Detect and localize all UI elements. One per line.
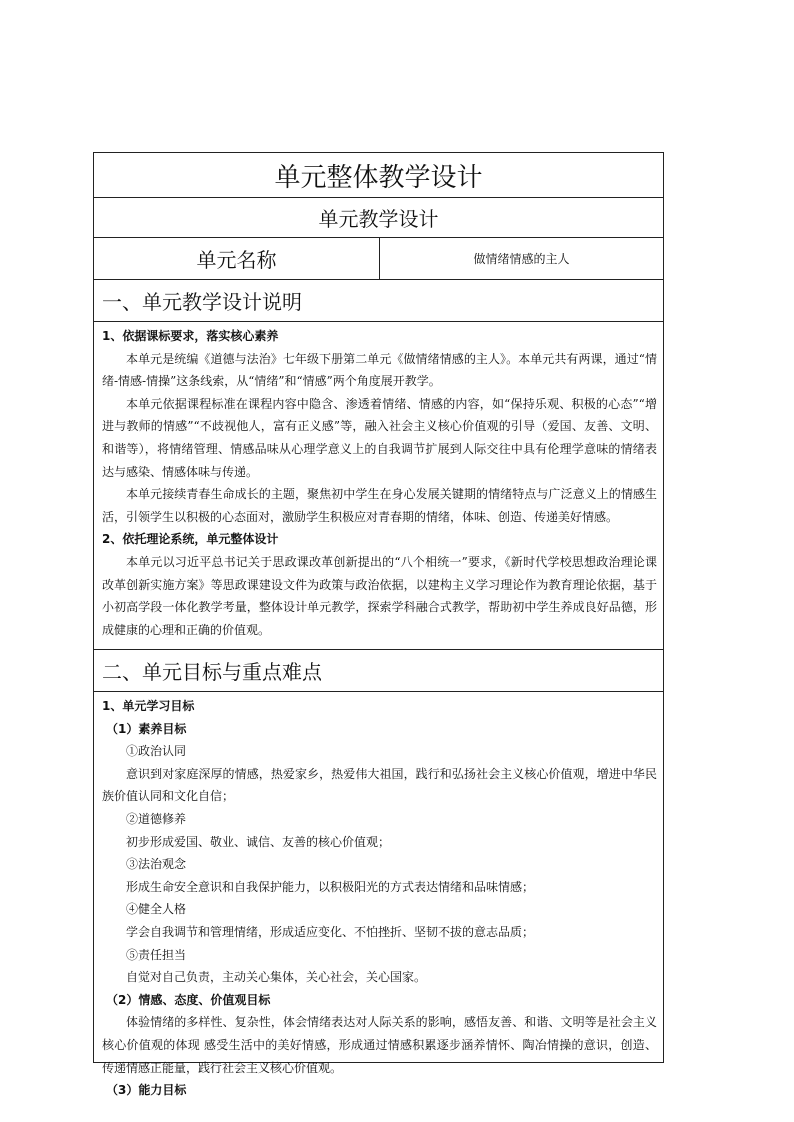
section-2-body — [94, 692, 663, 1098]
unit-name-row — [94, 238, 663, 280]
goal-item-text: 自觉对自己负责，主动关心集体，关心社会，关心国家。 — [126, 970, 427, 985]
paragraph: 本单元依据课程标准在课程内容中隐含、渗透着情绪、情感的内容，如“保持乐观、积极的心态”“增进与教师的情感”“不歧视他人，富有正义感”等，融入社会主义核心价值观的引导（爱国、友善、文明、和谐等），将情绪管理、情感品味从心理学意义上的自我调节扩展到人际交往中具有伦理学意味的情绪表达与感染、情感体味与传递。 — [102, 396, 657, 479]
section-1-heading: 一、单元教学设计说明 — [94, 280, 663, 322]
goal-category: （3）能力目标 — [106, 1083, 187, 1098]
unit-name-value: 做情绪情感的主人 — [473, 252, 570, 266]
goal-item-text: 体验情绪的多样性、复杂性，体会情绪表达对人际关系的影响，感悟友善、和谐、文明等是社会主义核心价值观的体现 感受生活中的美好情感，形成通过情感积累逐步涵养情怀、陶冶情操的意识，创造、传递情感正能量，践行社会主义核心价值观。 — [102, 1015, 657, 1075]
goal-item-text: 初步形成爱国、敬业、诚信、友善的核心价值观； — [126, 834, 391, 849]
goal-item-text: 意识到对家庭深厚的情感，热爱家乡，热爱伟大祖国，践行和弘扬社会主义核心价值观，增进中华民族价值认同和文化自信； — [102, 766, 657, 804]
goal-item-text: 学会自我调节和管理情绪，形成适应变化、不怕挫折、坚韧不拔的意志品质； — [126, 924, 535, 939]
goal-item-title: ⑤责任担当 — [126, 947, 187, 962]
goal-item-text: 形成生命安全意识和自我保护能力，以积极阳光的方式表达情绪和品味情感； — [126, 879, 535, 894]
paragraph: 本单元接续青春生命成长的主题，聚焦初中学生在身心发展关键期的情绪特点与广泛意义上的情感生活，引领学生以积极的心态面对，激励学生积极应对青春期的情绪，体味、创造、传递美好情感。 — [102, 487, 657, 524]
goal-category: （2）情感、态度、价值观目标 — [106, 992, 271, 1007]
goal-item-title: ④健全人格 — [126, 902, 187, 917]
goal-category: （1）素养目标 — [106, 721, 187, 736]
document-table — [93, 152, 664, 1098]
section-2-heading: 二、单元目标与重点难点 — [94, 650, 663, 692]
doc-subtitle: 单元教学设计 — [94, 198, 663, 238]
doc-title: 单元整体教学设计 — [94, 153, 663, 198]
section-1-body — [94, 322, 663, 650]
goal-item-title: ③法治观念 — [126, 857, 187, 872]
section-1-subheading-1: 1、依据课标要求，落实核心素养 — [102, 329, 279, 343]
section-1-subheading-2: 2、依托理论系统，单元整体设计 — [102, 532, 279, 547]
goal-item-title: ①政治认同 — [126, 744, 187, 759]
unit-name-label: 单元名称 — [94, 238, 380, 279]
section-2-subheading-1: 1、单元学习目标 — [102, 699, 195, 713]
goal-item-title: ②道德修养 — [126, 811, 187, 826]
paragraph: 本单元以习近平总书记关于思政课改革创新提出的“八个相统一”要求，《新时代学校思想政治理论课改革创新实施方案》等思政课建设文件为政策与政治依据，以建构主义学习理论作为教育理论依据，基于小初高学段一体化教学考量，整体设计单元教学，探索学科融合式教学，帮助初中学生养成良好品德，形成健康的心理和正确的价值观。 — [102, 554, 657, 637]
paragraph: 本单元是统编《道德与法治》七年级下册第二单元《做情绪情感的主人》。本单元共有两课，通过“情绪-情感-情操”这条线索，从“情绪”和“情感”两个角度展开教学。 — [102, 351, 657, 389]
